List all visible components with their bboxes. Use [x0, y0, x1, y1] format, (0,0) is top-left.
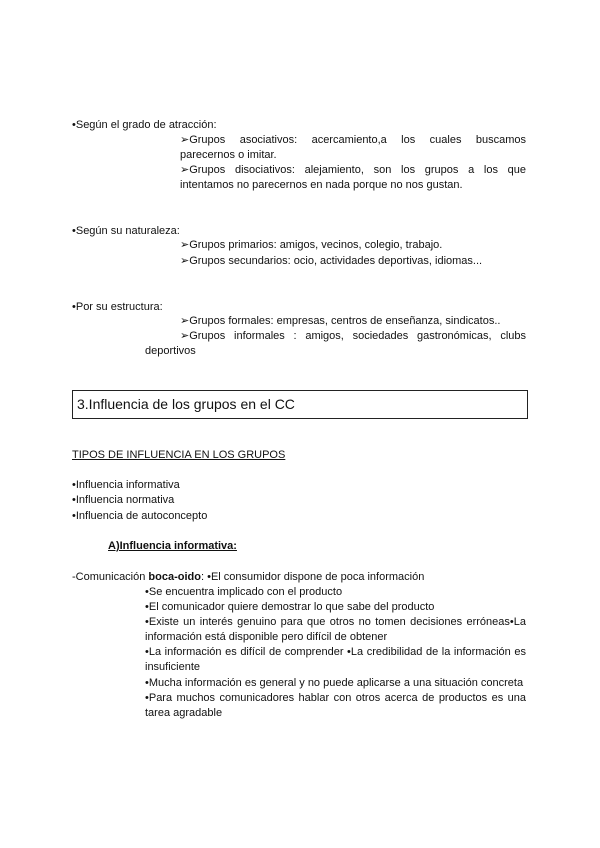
informative-point-2: •El comunicador quiere demostrar lo que sabe del producto	[145, 601, 435, 613]
types-heading: TIPOS DE INFLUENCIA EN LOS GRUPOS	[72, 449, 286, 461]
lead-suffix: : •El consumidor dispone de poca información	[200, 571, 425, 583]
structure-heading: •Por su estructura:	[72, 301, 163, 313]
structure-item-formal: ➢Grupos formales: empresas, centros de enseñanza, sindicatos..	[180, 315, 501, 327]
lead-bold: boca-oido	[148, 571, 201, 583]
lead-prefix: -Comunicación	[72, 571, 149, 583]
informative-heading: A)Influencia informativa:	[108, 540, 237, 552]
nature-item-secondary: ➢Grupos secundarios: ocio, actividades deportivas, idiomas...	[180, 255, 483, 267]
informative-point-4: •La información es difícil de comprender •La credibilidad de la información es insuficiente	[145, 646, 526, 673]
types-item-informative: •Influencia informativa	[72, 479, 180, 491]
informative-point-1: •Se encuentra implicado con el producto	[145, 586, 343, 598]
section-title: 3.Influencia de los grupos en el CC	[77, 396, 295, 412]
nature-item-primary: ➢Grupos primarios: amigos, vecinos, colegio, trabajo.	[180, 239, 443, 251]
types-item-selfconcept: •Influencia de autoconcepto	[72, 510, 208, 522]
attraction-heading: •Según el grado de atracción:	[72, 119, 217, 131]
attraction-item-associative: ➢Grupos asociativos: acercamiento,a los cuales buscamos parecernos o imitar.	[180, 134, 526, 161]
nature-heading: •Según su naturaleza:	[72, 225, 180, 237]
informative-point-3: •Existe un interés genuino para que otros no tomen decisiones erróneas•La información está disponible pero difícil de obtener	[145, 616, 526, 643]
attraction-item-dissociative: ➢Grupos disociativos: alejamiento, son los grupos a los que intentamos no parecernos en nada porque no nos gustan.	[180, 164, 526, 191]
structure-item-informal: ➢Grupos informales : amigos, sociedades gastronómicas, clubs deportivos	[145, 330, 526, 357]
informative-lead	[72, 570, 424, 584]
types-item-normative: •Influencia normativa	[72, 494, 175, 506]
informative-point-6: •Para muchos comunicadores hablar con otros acerca de productos es una tarea agradable	[145, 692, 526, 719]
informative-point-5: •Mucha información es general y no puede aplicarse a una situación concreta	[145, 677, 524, 689]
section-title-box	[72, 390, 528, 419]
